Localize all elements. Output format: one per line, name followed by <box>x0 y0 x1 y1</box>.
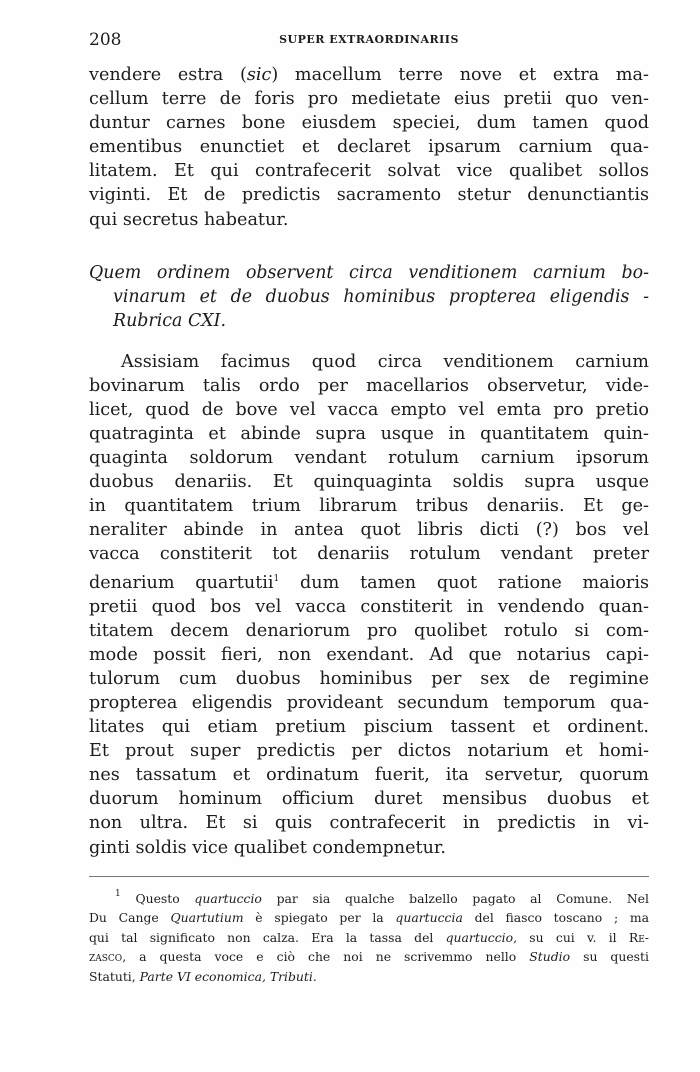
paragraph-continuation <box>89 63 649 232</box>
text-line: neraliter abinde in antea quot libris dicti (?) bos vel <box>89 520 649 541</box>
text-line: quatraginta et abinde supra usque in quantitatem quin- <box>89 423 649 444</box>
text-line: propterea eligendis provideant secundum temporum qua- <box>89 692 649 713</box>
text-line: ementibus enunctiet et declaret ipsarum carnium qua- <box>89 137 649 158</box>
footnote-separator <box>89 876 649 877</box>
text-line: non ultra. Et si quis contrafecerit in predictis in vi- <box>89 813 649 834</box>
footnote-marker: 1 <box>115 888 121 899</box>
text-line: in quantitatem trium librarum tribus denariis. Et ge- <box>89 496 649 517</box>
footnote-reference[interactable]: 1 <box>273 573 280 584</box>
page-number: 208 <box>89 30 122 50</box>
rubric-line: vinarum et de duobus hominibus propterea eligendis - <box>113 286 649 307</box>
text-line: Et prout super predictis per dictos notarium et homi- <box>89 741 649 762</box>
footnote-line: $^1$ Questo quartuccio par sia qualche balzello pagato al Comune. Nel <box>115 888 649 906</box>
footnote-line: Du Cange Quartutium è spiegato per la quartuccia del fiasco toscano ; ma <box>89 910 649 926</box>
text-line: mode possit fieri, non exendant. Ad que notarius capi- <box>89 644 649 665</box>
rubric-line: Quem ordinem observent circa venditionem carnium bo- <box>89 262 649 283</box>
text-line: Assisiam facimus quod circa venditionem carnium <box>121 351 649 372</box>
text-line: ginti soldis vice qualibet condempnetur. <box>89 837 446 858</box>
text-line: viginti. Et de predictis sacramento stetur denunctiantis <box>89 185 649 206</box>
text-line: litates qui etiam pretium piscium tassent et ordinent. <box>89 717 649 738</box>
text-line: titatem decem denariorum pro quolibet rotulo si com- <box>89 620 649 641</box>
running-title: SUPER EXTRAORDINARIIS <box>279 33 459 46</box>
running-head <box>89 30 649 53</box>
text-line: vacca constiterit tot denariis rotulum vendant preter <box>89 544 649 565</box>
text-line: litatem. Et qui contrafecerit solvat vice qualibet sollos <box>89 161 649 182</box>
rubric-line: Rubrica CXI. <box>113 310 227 331</box>
text-line: tulorum cum duobus hominibus per sex de regimine <box>89 668 649 689</box>
text-line: quaginta soldorum vendant rotulum carnium ipsorum <box>89 448 649 469</box>
text-line: qui secretus habeatur. <box>89 209 289 230</box>
sic-annotation: sic <box>246 65 272 85</box>
book-page <box>89 0 649 987</box>
text-line: denarium quartutii$^1$ dum tamen quot ratione maioris <box>89 572 649 593</box>
rubric-heading <box>89 261 649 333</box>
text-line: bovinarum talis ordo per macellarios observetur, vide- <box>89 375 649 396</box>
text-line: duntur carnes bone eiusdem speciei, dum tamen quod <box>89 113 649 134</box>
footnote-line: Statuti, Parte VI economica, Tributi. <box>89 969 317 984</box>
text-line: duobus denariis. Et quinquaginta soldis supra usque <box>89 472 649 493</box>
footnote <box>89 885 649 987</box>
text-line: licet, quod de bove vel vacca empto vel emta pro pretio <box>89 399 649 420</box>
rubric-body <box>89 350 649 860</box>
text-line: cellum terre de foris pro medietate eius pretii quo ven- <box>89 89 649 110</box>
text-line: nes tassatum et ordinatum fuerit, ita servetur, quorum <box>89 765 649 786</box>
footnote-line: qui tal significato non calza. Era la tassa del quartuccio, su cui v. il Re- <box>89 929 649 945</box>
text-line: pretii quod bos vel vacca constiterit in vendendo quan- <box>89 596 649 617</box>
footnote-line: zasco, a questa voce e ciò che noi ne scrivemmo nello Studio su questi <box>89 949 649 965</box>
text-line: vendere estra (sic) macellum terre nove et extra ma- <box>89 65 649 85</box>
text-line: duorum hominum officium duret mensibus duobus et <box>89 789 649 810</box>
